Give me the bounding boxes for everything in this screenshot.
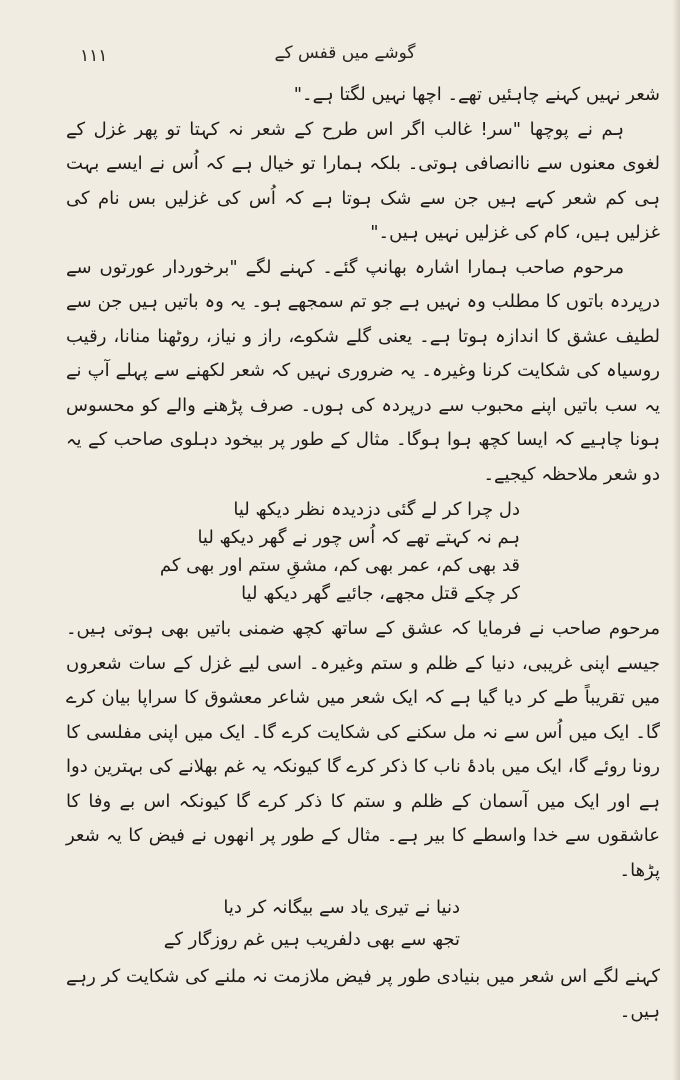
verse-line: تجھ سے بھی دلفریب ہیں غم روزگار کے	[163, 929, 460, 950]
verse-block-1	[66, 496, 660, 608]
page-body	[66, 78, 660, 1022]
paragraph-3: مرحوم صاحب ہمارا اشارہ بھانپ گئے۔ کہنے لگے "برخوردار عورتوں سے درپردہ باتوں کا مطلب وہ نہیں ہے جو تم سمجھے ہو۔ یہ وہ باتیں ہیں جن سے لطیف عشق کا اندازہ ہوتا ہے۔ یعنی گلے شکوے، راز و نیاز، روٹھنا منانا، رقیب روسیاہ کی شکایت کرنا وغیرہ۔ یہ ضروری نہیں کہ شعر لکھنے سے پہلے آپ نے یہ سب باتیں اپنے محبوب سے درپردہ کی ہوں۔ صرف پڑھنے والے کو محسوس ہونا چاہیے کہ ایسا کچھ ہوا ہوگا۔ مثال کے طور پر بیخود دہلوی صاحب کے یہ دو شعر ملاحظہ کیجیے۔	[66, 256, 660, 485]
closing-paragraph: کہنے لگے اس شعر میں بنیادی طور پر فیض ملازمت نہ ملنے کی شکایت کر رہے ہیں۔	[66, 966, 660, 1022]
verse-line: قد بھی کم، عمر بھی کم، مشقِ ستم اور بھی کم	[159, 555, 520, 576]
verse-line: کر چکے قتل مجھے، جائیے گھر دیکھ لیا	[241, 583, 520, 604]
verse-block-2	[66, 892, 660, 956]
paragraph-2: ہم نے پوچھا "سر! غالب اگر اس طرح کے شعر نہ کہتا تو پھر غزل کے لغوی معنوں سے ناانصافی ہوتی۔ بلکہ ہمارا تو خیال ہے کہ اُس نے ایسے بہت ہی کم شعر کہے ہیں جن سے شک ہوتا ہے کہ اُس کی غزلیں بس نام کی غزلیں ہیں، کام کی غزلیں نہیں ہیں۔"	[66, 118, 660, 243]
page-number: ۱۱۱	[80, 46, 108, 66]
paragraph-4: مرحوم صاحب نے فرمایا کہ عشق کے ساتھ کچھ ضمنی باتیں بھی ہوتی ہیں۔ جیسے اپنی غریبی، دنیا کے ظلم و ستم وغیرہ۔ اسی لیے غزل کے سات شعروں میں تقریباً طے کر دیا گیا ہے کہ ایک شعر میں شاعر معشوق کا سراپا بیان کرے گا۔ ایک میں اُس سے نہ مل سکنے کی شکایت کرے گا۔ ایک میں اپنی مفلسی کا رونا روئے گا، ایک میں بادۂ ناب کا ذکر کرے گا کیونکہ یہ غم بھلانے کی بہترین دوا ہے اور ایک میں آسمان کے ظلم و ستم کا ذکر کرے گا کیونکہ اس بے وفا کا عاشقوں سے خدا واسطے کا بیر ہے۔ مثال کے طور پر انھوں نے فیض کا یہ شعر پڑھا۔	[66, 618, 660, 881]
paragraph-1: شعر نہیں کہنے چاہئیں تھے۔ اچھا نہیں لگتا ہے۔"	[293, 84, 660, 105]
verse-line: دل چرا کر لے گئی دزدیدہ نظر دیکھ لیا	[233, 499, 520, 520]
page-header	[70, 40, 620, 80]
running-title: گوشے میں قفس کے	[274, 43, 416, 63]
verse-line: ہم نہ کہتے تھے کہ اُس چور نے گھر دیکھ لیا	[197, 527, 520, 548]
verse-line: دنیا نے تیری یاد سے بیگانہ کر دیا	[223, 897, 460, 918]
page-edge-shadow	[672, 0, 680, 1080]
